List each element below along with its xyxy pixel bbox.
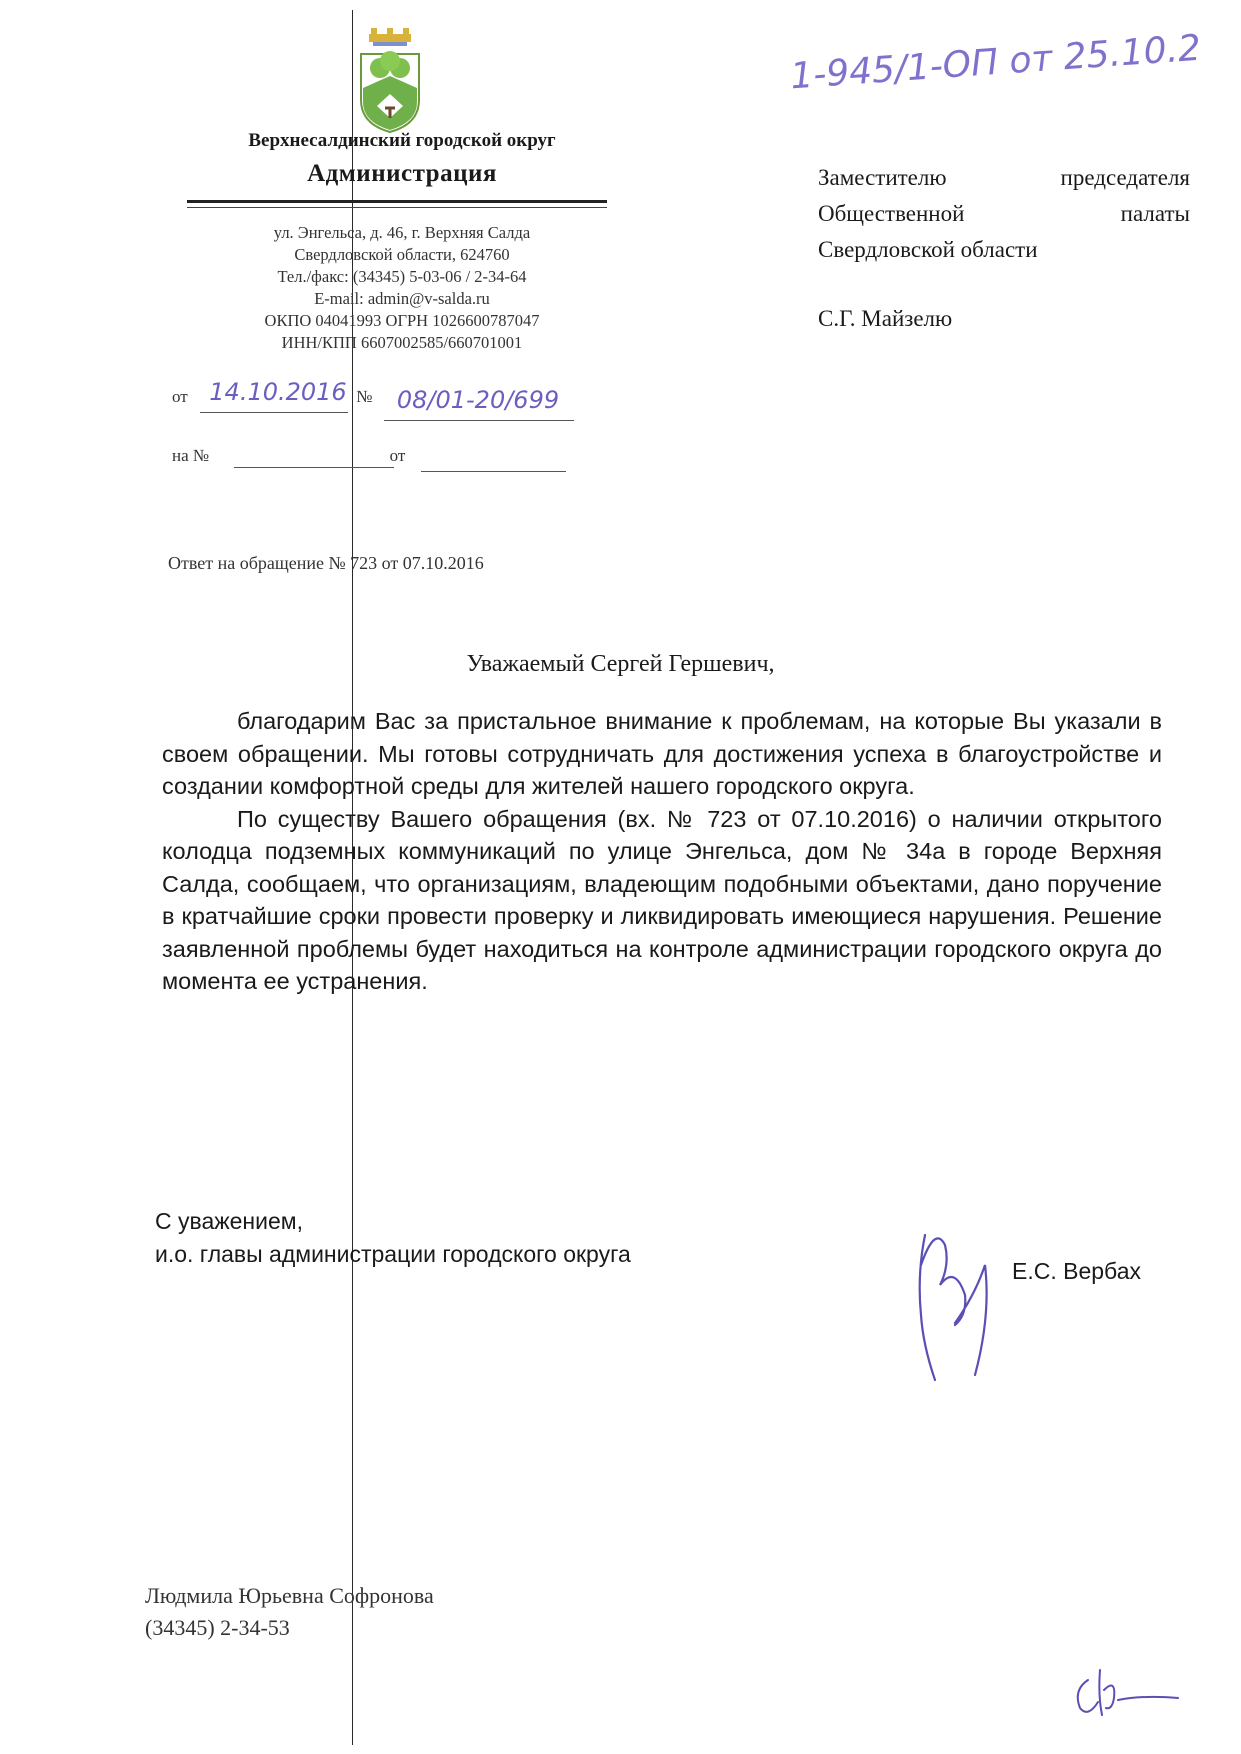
signer-position: и.о. главы администрации городского округа: [155, 1241, 631, 1267]
org-name: Верхнесалдинский городской округ: [248, 130, 556, 151]
coat-of-arms-emblem: [355, 28, 425, 134]
address-line: ул. Энгельса, д. 46, г. Верхняя Салда: [273, 223, 531, 242]
number-label: №: [356, 387, 373, 406]
handwritten-signature: [895, 1205, 1005, 1385]
handwritten-number: 08/01-20/699: [396, 386, 560, 414]
reply-number-underline: [234, 467, 394, 468]
address-block: [192, 222, 612, 354]
executor-phone: (34345) 2-34-53: [145, 1615, 290, 1640]
number-underline: [384, 420, 574, 421]
admin-title: Администрация: [307, 160, 497, 187]
registration-stamp: 1-945/1-ОП от 25.10.2: [789, 27, 1203, 98]
addressee-line: Общественной палаты: [818, 201, 1190, 226]
greeting: Уважаемый Сергей Гершевич,: [466, 651, 775, 677]
inn-line: ИНН/КПП 6607002585/660701001: [281, 333, 523, 352]
closing-salutation: С уважением,: [155, 1208, 303, 1234]
closing-block: [155, 1205, 631, 1271]
letter-body: [162, 705, 1162, 998]
body-paragraph: По существу Вашего обращения (вх. № 723 от 07.10.2016) о наличии открытого колодца подземных коммуникаций по улице Энгельса, дом № 34а в городе Верхняя Салда, сообщаем, что организациям, владеющим подобными объектами, дано поручение в кратчайшие сроки провести проверку и ликвидировать имеющиеся нарушения. Решение заявленной проблемы будет находиться на контроле администрации городского округа до момента ее устранения.: [162, 805, 1162, 994]
addressee-line: Свердловской области: [818, 237, 1038, 262]
executor-name: Людмила Юрьевна Софронова: [145, 1583, 434, 1608]
addressee-line: Заместителю председателя: [818, 165, 1190, 190]
executor-block: [145, 1580, 434, 1644]
from-label: от: [172, 387, 188, 406]
body-paragraph: благодарим Вас за пристальное внимание к проблемам, на которые Вы указали в своем обращении. Мы готовы сотрудничать для достижения успеха в благоустройстве и создании комфортной среды для жителей нашего городского округа.: [162, 708, 1162, 799]
date-underline: [200, 412, 348, 413]
reply-ref-row: [172, 446, 405, 466]
signer-name: Е.С. Вербах: [1012, 1258, 1141, 1284]
reply-date-label: от: [389, 446, 406, 465]
okpo-line: ОКПО 04041993 ОГРН 1026600787047: [264, 311, 540, 330]
letter-subject: Ответ на обращение № 723 от 07.10.2016: [168, 553, 484, 573]
handwritten-date: 14.10.2016: [209, 378, 347, 406]
email-line: E-mail: admin@v-salda.ru: [314, 289, 490, 308]
reply-date-underline: [421, 471, 566, 472]
reply-number-label: на №: [172, 446, 210, 465]
phone-line: Тел./факс: (34345) 5-03-06 / 2-34-64: [277, 267, 527, 286]
recipient-name: С.Г. Майзелю: [818, 306, 953, 331]
header-rule-thin: [187, 207, 607, 208]
address-line: Свердловской области, 624760: [294, 245, 510, 264]
header-rule-thick: [187, 200, 607, 203]
addressee-block: [818, 160, 1190, 268]
handwritten-initials: [1068, 1660, 1188, 1720]
